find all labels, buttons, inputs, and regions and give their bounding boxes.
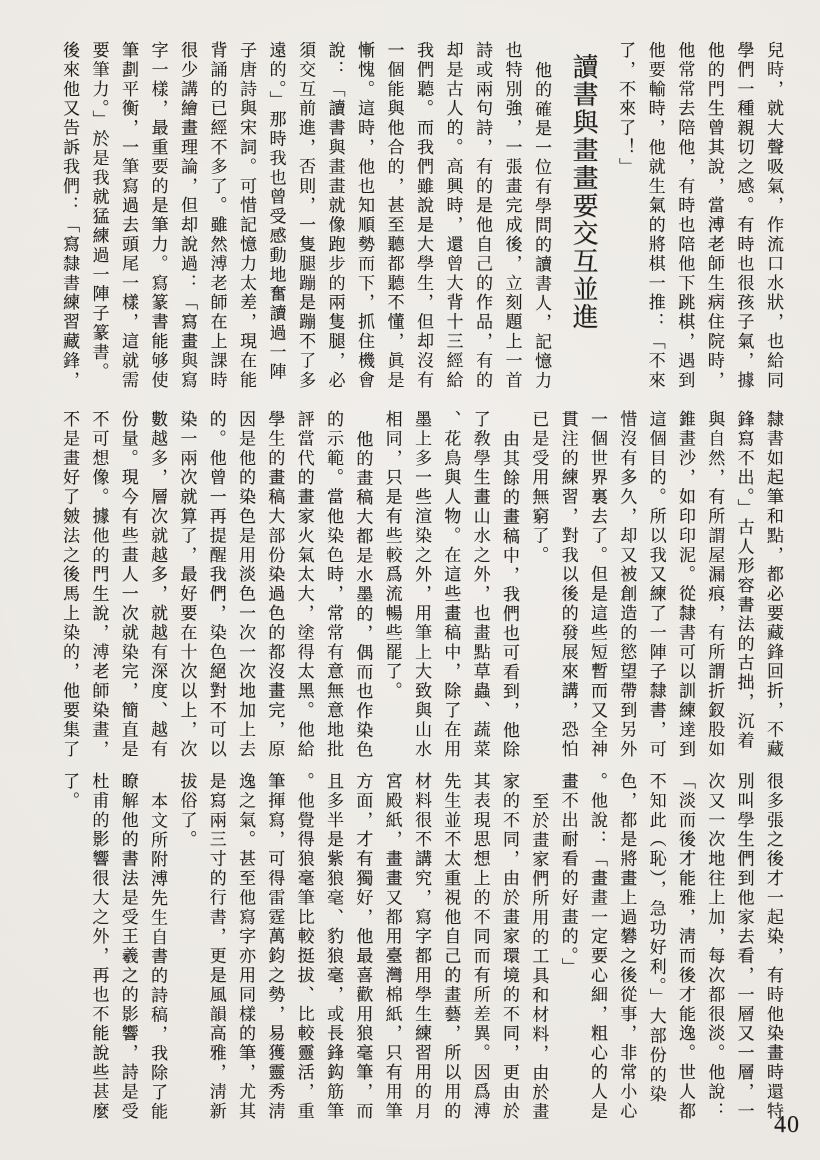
text-column: 一個能與他合的，甚至聽都聽不懂，眞是	[384, 41, 404, 391]
text-column: 逸之氣。甚至他寫字亦用同樣的筆，尤其	[235, 772, 255, 1122]
text-column: 筆劃平衡，一筆寫過去頭尾一樣，這就需	[119, 41, 138, 391]
text-band-bottom	[60, 772, 782, 1123]
text-column: 了。	[60, 772, 79, 811]
text-column: 他常常去陪他，有時也陪他下跳棋，遇到	[675, 41, 695, 391]
text-column: 他的確是一位有學問的讀書人，記憶力	[532, 60, 551, 391]
text-column: 別叫學生們到他家去看，一層又一層，一	[734, 772, 754, 1122]
text-column: 很多張之後才一起染，有時他染畫時還特	[763, 772, 783, 1122]
text-column: 先生並不太重視他自己的畫藝，所以用的	[441, 772, 461, 1122]
text-column: 了，不來了！」	[616, 41, 635, 177]
text-band-top	[60, 41, 782, 392]
text-column: 一個世界裏去了。但是這些短暫而又全神	[587, 410, 607, 760]
text-column: 、花鳥與人物。在這些畫稿中，除了在用	[441, 410, 461, 760]
text-column: 不知此（恥），急功好利。」大部份的染	[646, 772, 666, 1105]
text-column: 了敎學生畫山水之外，也畫點草蟲、蔬菜	[470, 410, 490, 760]
text-column: 相同，只是有些較爲流暢些罷了。	[382, 410, 402, 701]
text-column: 慚愧。這時，他也知順勢而下，抓住機會	[355, 41, 374, 391]
text-column: 貫注的練習，對我以後的發展來講，恐怕	[558, 410, 578, 760]
text-column: 惜沒有多久，却又被創造的慾望帶到另外	[617, 410, 637, 760]
text-column: 他的畫稿大都是水墨的，偶而也作染色	[353, 429, 373, 760]
column-group-after-title	[60, 41, 550, 392]
text-column: 數越多，層次就越多，就越有深度、越有	[147, 410, 167, 760]
text-column: 墨上多一些渲染之外，用筆上大致與山水	[411, 410, 431, 760]
text-column: 。他覺得狼毫筆比較挺拔、比較靈活，重	[294, 772, 314, 1122]
text-column: 要筆力。」於是我就猛練過一陣子篆書。	[89, 41, 109, 382]
text-column: 與自然，有所謂屋漏痕，有所謂折釵股如	[705, 410, 725, 760]
text-column: 隸書如起筆和點，都必要藏鋒回折，不藏	[763, 410, 783, 760]
text-column: 不可想像。據他的門生說，溥老師染畫，	[89, 410, 109, 760]
text-column: 拔俗了。	[177, 772, 197, 850]
text-column: 鋒寫不出。」古人形容書法的古拙，沉着	[734, 410, 754, 751]
text-column: 的。他曾一再提醒我們，染色絕對不可以	[206, 410, 226, 760]
text-column: 學生的畫稿大部份染過色的都沒畫完，原	[265, 410, 285, 760]
text-column: 這個目的。所以我又練了一陣子隸書，可	[646, 410, 666, 760]
text-column: 已是受用無窮了。	[529, 410, 549, 566]
page-number: 40	[774, 1112, 800, 1138]
column-group-before-title	[616, 41, 782, 392]
text-column: 因是他的染色是用淡色一次一次地加上去	[235, 410, 255, 760]
text-column: 本文所附溥先生自書的詩稿，我除了能	[147, 791, 167, 1122]
text-column: 材料很不講究，寫字都用學生練習用的月	[411, 772, 431, 1122]
text-column: 方面，才有獨好，他最喜歡用狼毫筆，而	[353, 772, 373, 1122]
text-column: 染一兩次就算了，最好要在十次以上，次	[177, 410, 197, 760]
text-column: 色，都是將畫上過礬之後從事，非常小心	[617, 772, 637, 1122]
text-column: 却是古人的。高興時，還曾大背十三經給	[443, 41, 463, 391]
text-column: 畫不出耐看的好畫的。」	[558, 772, 578, 977]
text-column: 由其餘的畫稿中，我們也可看到，他除	[499, 429, 519, 760]
text-column: 錐畫沙，如印印泥。從隸書可以訓練達到	[675, 410, 695, 760]
article-title: 讀書與畫畫要交互並進	[569, 53, 598, 331]
text-column: 詩或兩句詩，有的是他自己的作品，有的	[473, 41, 492, 391]
text-column: 背誦的已經不多了。雖然溥老師在上課時	[207, 41, 227, 391]
text-column: 「淡而後才能雅，淸而後才能逸。世人都	[675, 772, 695, 1122]
text-column: 。他說：「畫畫一定要心細，粗心的人是	[587, 772, 607, 1122]
text-column: 遠的。」那時我也曾受感動地奮讀過一陣	[266, 41, 286, 382]
text-column: 兒時，就大聲吸氣，作流口水狀，也給同	[763, 41, 783, 391]
text-column: 杜甫的影響很大之外，再也不能說些甚麼	[89, 772, 109, 1122]
text-column: 次又一次地往上加，每次都很淡。他說：	[705, 772, 725, 1122]
text-column: 宮殿紙，畫畫又都用臺灣棉紙，只有用筆	[382, 772, 402, 1122]
text-column: 且多半是紫狼毫、豹狼毫，或長鋒鈎筋筆	[323, 772, 343, 1122]
text-column: 學們一種親切之感。有時也很孩子氣，據	[734, 41, 754, 391]
text-band-middle	[60, 410, 782, 761]
text-column: 我們聽。而我們雖說是大學生，但却沒有	[414, 41, 433, 391]
text-column: 不是畫好了皴法之後馬上染的，他要集了	[60, 410, 79, 760]
text-column: 份量。現今有些畫人一次就染完，簡直是	[118, 410, 138, 760]
text-column: 是寫兩三寸的行書，更是風韻高雅，淸新	[206, 772, 226, 1122]
text-column: 家的不同，由於畫家環境的不同，更由於	[499, 772, 519, 1122]
text-column: 的示範。當他染色時，常常有意無意地批	[323, 410, 343, 760]
text-column: 須交互前進，否則，一隻腿蹦是蹦不了多	[296, 41, 315, 391]
text-column: 說：「讀書與畫畫就像跑步的兩隻腿，必	[325, 41, 345, 391]
column-group-middle	[60, 410, 782, 761]
text-column: 他要輸時，他就生氣的將棋一推：「不來	[645, 41, 665, 391]
text-column: 至於畫家們所用的工具和材料，由於畫	[529, 791, 549, 1122]
text-column: 瞭解他的書法是受王羲之的影響，詩是受	[118, 772, 138, 1122]
text-column: 評當代的畫家火氣太大，塗得太黑。他給	[294, 410, 314, 760]
text-column: 筆揮寫，可得雷霆萬鈞之勢，易獲靈秀淸	[265, 772, 285, 1122]
text-column: 字一樣，最重要的是筆力。寫篆書能够使	[148, 41, 168, 391]
column-group-bottom	[60, 772, 782, 1123]
text-column: 很少講繪畫理論，但却說過：「寫畫與寫	[178, 41, 197, 391]
text-column: 子唐詩與宋詞。可惜記憶力太差，現在能	[237, 41, 256, 391]
text-column: 後來他又告訴我們：「寫隸書練習藏鋒，	[60, 41, 79, 391]
text-column: 他的門生曾其說，當溥老師生病住院時，	[704, 41, 724, 391]
text-column: 也特別強，一張畫完成後，立刻題上一首	[502, 41, 522, 391]
text-column: 其表現思想上的不同而有所差異。因爲溥	[470, 772, 490, 1122]
